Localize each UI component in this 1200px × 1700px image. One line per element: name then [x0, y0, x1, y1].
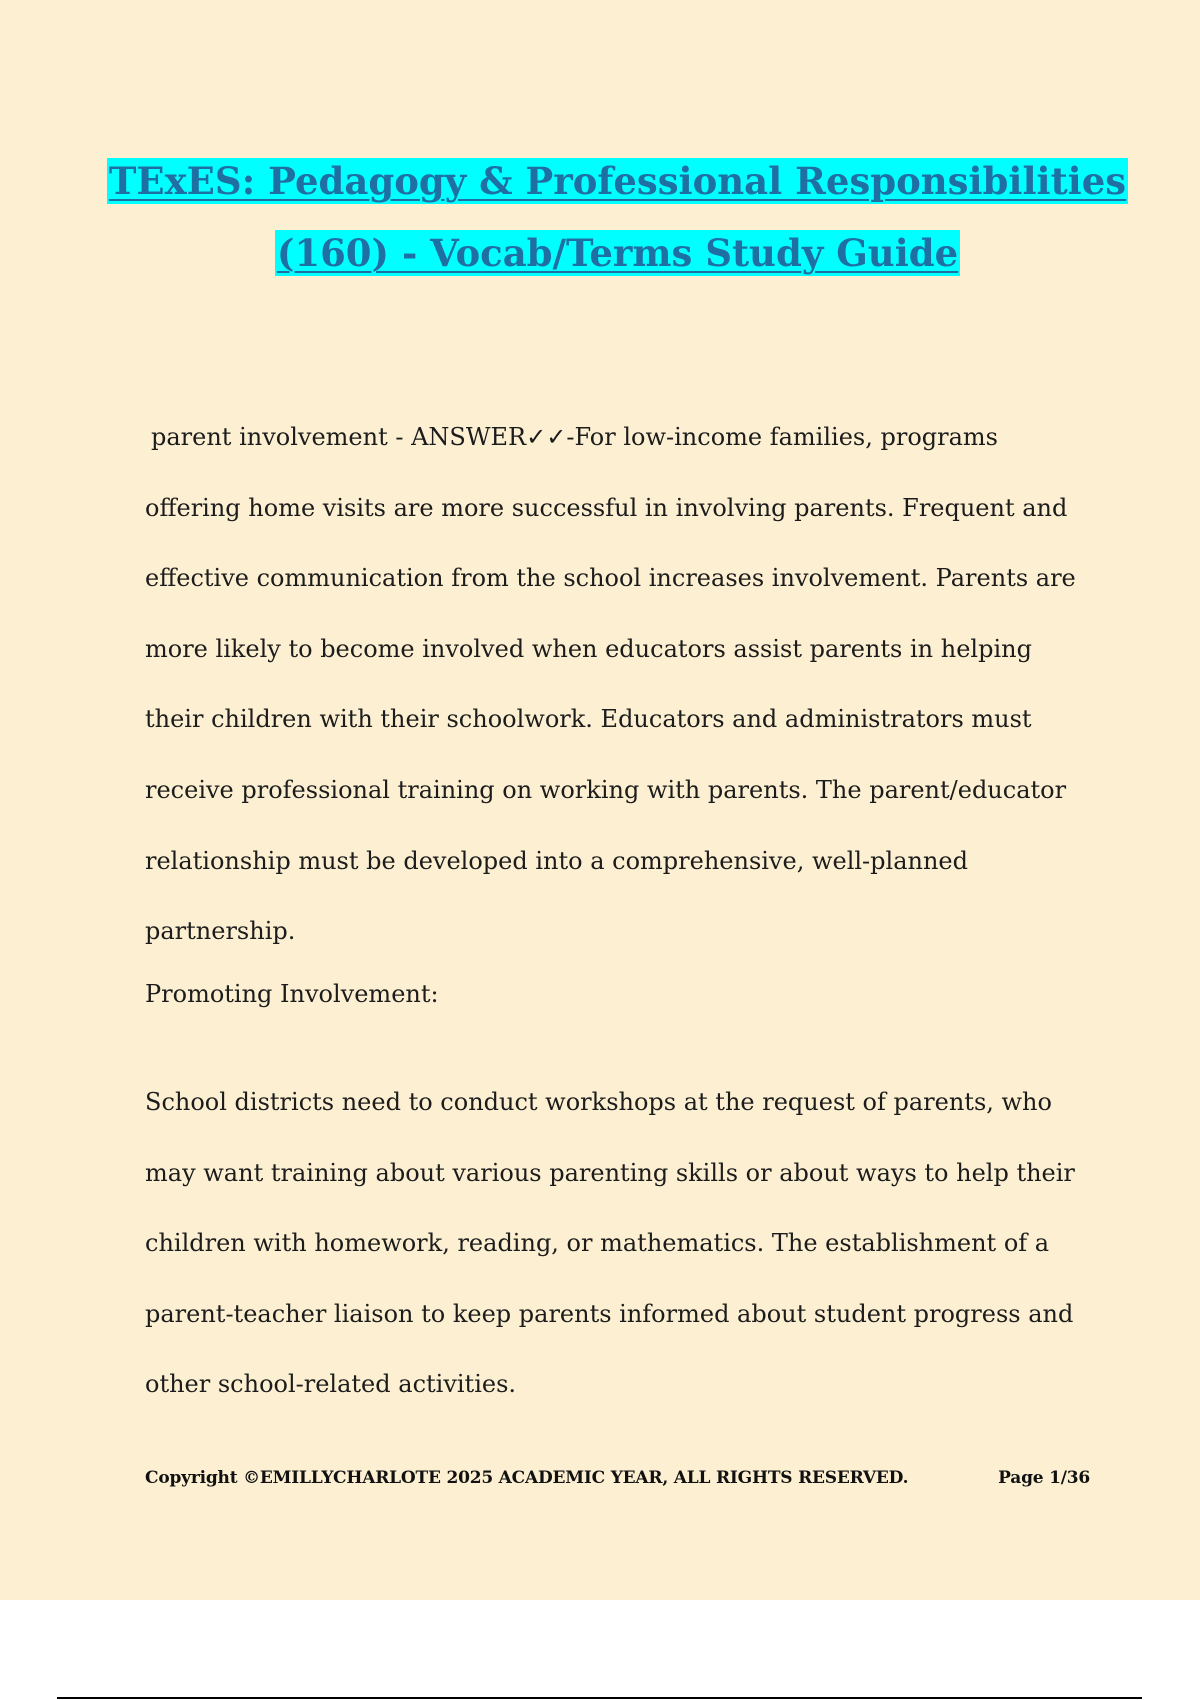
title-line-1: TExES: Pedagogy & Professional Responsibilities [108, 159, 1127, 203]
footer-copyright: Copyright ©EMILLYCHARLOTE 2025 ACADEMIC YEAR, ALL RIGHTS RESERVED. [145, 1468, 909, 1488]
bottom-divider [57, 1697, 1142, 1699]
paragraph-school-districts: School districts need to conduct workshops at the request of parents, who may want training about various parenting skills or about ways to help their children with homework, reading, or mathematics. The establishment of a parent-teacher liaison to keep parents informed about student progress and other school-related activities. [145, 1088, 1075, 1398]
title-line-2: (160) - Vocab/Terms Study Guide [276, 231, 959, 275]
page-title [60, 158, 1175, 276]
paragraph-parent-involvement: parent involvement - ANSWER✓✓-For low-income families, programs offering home visits are more successful in involving parents. Frequent and effective communication from the school increases involvement. Parents are more likely to become involved when educators assist parents in helping their children with their schoolwork. Educators and administrators must receive professional training on working with parents. The parent/educator relationship must be developed into a comprehensive, well-planned partnership. [145, 423, 1076, 946]
footer-page-number: Page 1/36 [998, 1468, 1090, 1488]
paragraph-promoting-involvement-heading: Promoting Involvement: [145, 980, 439, 1008]
